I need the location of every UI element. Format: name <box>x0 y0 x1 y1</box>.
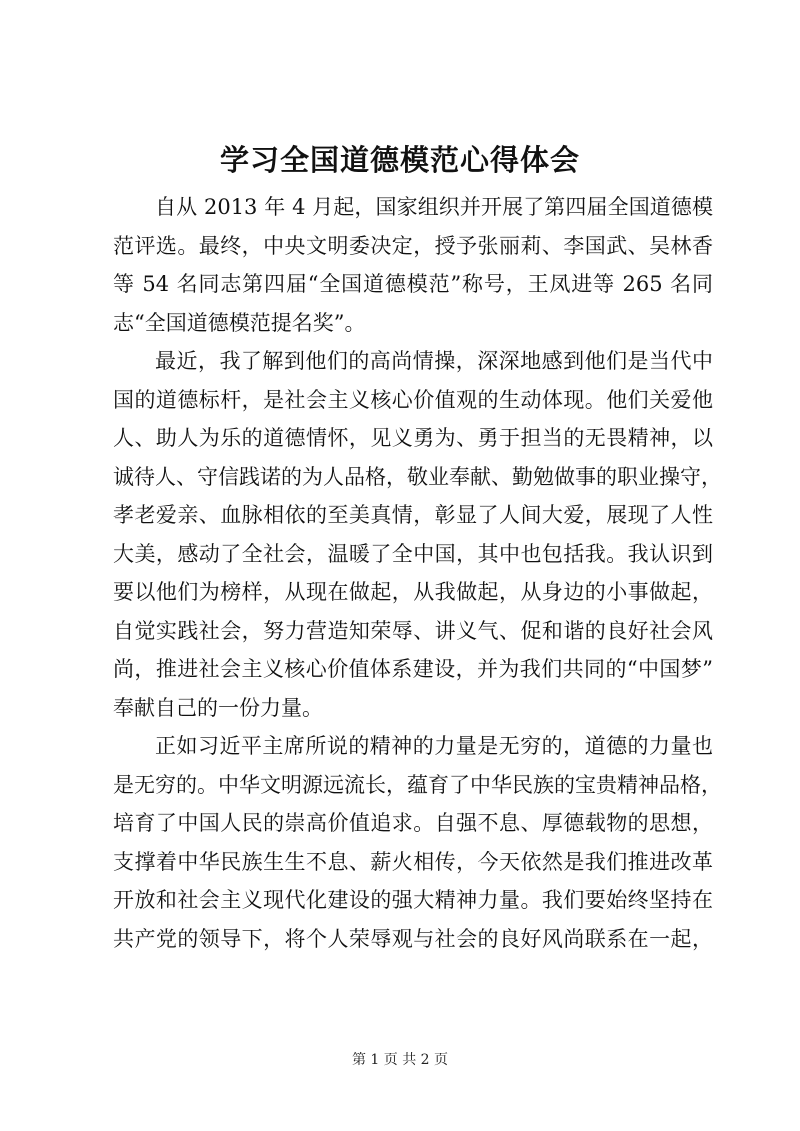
text-line: 自从 2013 年 4 月起，国家组织并开展了第四届全国道德模 <box>155 195 713 219</box>
document-title: 学习全国道德模范心得体会 <box>219 143 580 177</box>
text-line: 大美，感动了全社会，温暖了全中国，其中也包括我。我认识到 <box>113 541 713 566</box>
text-line: 共产党的领导下，将个人荣辱观与社会的良好风尚联系在一起， <box>113 926 713 951</box>
text-line: 支撑着中华民族生生不息、薪火相传，今天依然是我们推进改革 <box>113 849 713 874</box>
text-line: 奉献自己的一份力量。 <box>113 695 323 720</box>
text-line: 人、助人为乐的道德情怀，见义勇为、勇于担当的无畏精神，以 <box>113 426 713 450</box>
text-line: 范评选。最终，中央文明委决定，授予张丽莉、李国武、吴林香 <box>113 233 713 258</box>
text-line: 培育了中国人民的崇高价值追求。自强不息、厚德载物的思想， <box>113 811 713 835</box>
text-line: 要以他们为榜样，从现在做起，从我做起，从身边的小事做起， <box>113 580 713 604</box>
text-line: 自觉实践社会，努力营造知荣辱、讲义气、促和谐的良好社会风 <box>113 618 713 643</box>
text-line: 等 54 名同志第四届“全国道德模范”称号，王凤进等 265 名同 <box>113 272 713 296</box>
paragraph <box>113 342 722 727</box>
text-line: 是无穷的。中华文明源远流长，蕴育了中华民族的宝贵精神品格， <box>113 772 722 797</box>
text-line: 诚待人、守信践诺的为人品格，敬业奉献、勤勉做事的职业操守， <box>113 464 722 489</box>
text-line: 国的道德标杆，是社会主义核心价值观的生动体现。他们关爱他 <box>113 387 713 412</box>
document-body <box>113 188 722 958</box>
text-line: 正如习近平主席所说的精神的力量是无穷的，道德的力量也 <box>155 734 713 758</box>
text-line: 最近，我了解到他们的高尚情操，深深地感到他们是当代中 <box>155 349 713 373</box>
text-line: 志“全国道德模范提名奖”。 <box>113 310 366 335</box>
text-line: 尚，推进社会主义核心价值体系建设，并为我们共同的“中国梦” <box>113 657 713 681</box>
paragraph <box>113 727 722 958</box>
paragraph <box>113 188 713 342</box>
text-line: 孝老爱亲、血脉相依的至美真情，彰显了人间大爱，展现了人性 <box>113 503 713 527</box>
text-line: 开放和社会主义现代化建设的强大精神力量。我们要始终坚持在 <box>113 888 713 912</box>
page-footer: 第 1 页 共 2 页 <box>351 1052 449 1068</box>
